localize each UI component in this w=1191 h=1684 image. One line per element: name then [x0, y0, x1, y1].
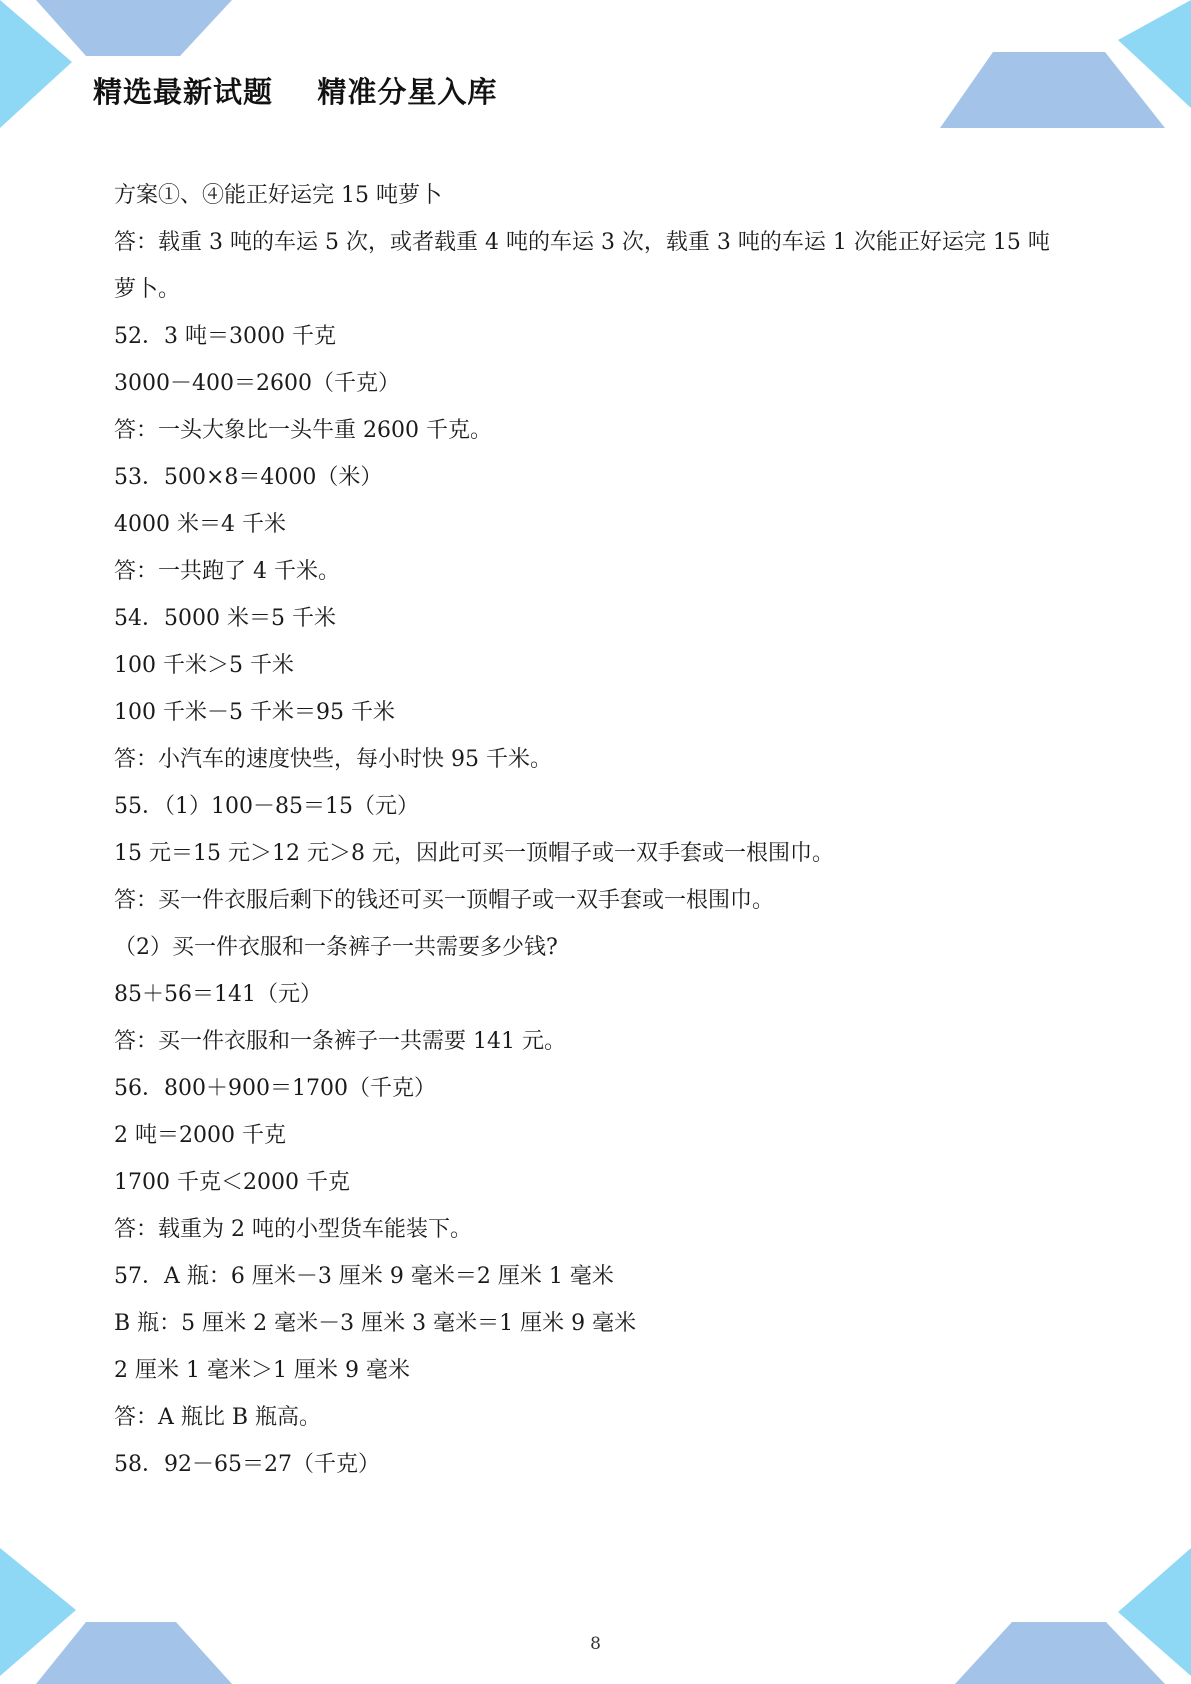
- text-line: 答：买一件衣服后剩下的钱还可买一顶帽子或一双手套或一根围巾。: [114, 888, 775, 913]
- corner-trapezoid-top-left: [36, 0, 232, 56]
- text-line: 4000 米＝4 千米: [114, 512, 286, 537]
- text-line: B 瓶：5 厘米 2 毫米－3 厘米 3 毫米＝1 厘米 9 毫米: [114, 1311, 637, 1336]
- text-line: 2 厘米 1 毫米＞1 厘米 9 毫米: [114, 1358, 410, 1383]
- header-title: 精选最新试题 精准分星入库: [93, 75, 498, 109]
- text-line: 1700 千克＜2000 千克: [114, 1170, 350, 1195]
- text-line: 答：一共跑了 4 千米。: [114, 559, 340, 584]
- text-line: 85＋56＝141（元）: [114, 982, 322, 1007]
- text-line: 100 千米－5 千米＝95 千米: [114, 700, 395, 725]
- page-number: 8: [590, 1634, 601, 1654]
- text-line: 萝卜。: [114, 277, 181, 302]
- text-line: （2）买一件衣服和一条裤子一共需要多少钱?: [114, 935, 558, 960]
- text-line: 3000－400＝2600（千克）: [114, 371, 400, 396]
- text-line: 答：载重为 2 吨的小型货车能装下。: [114, 1217, 472, 1242]
- text-line: 方案①、④能正好运完 15 吨萝卜: [114, 183, 442, 208]
- text-line: 2 吨＝2000 千克: [114, 1123, 286, 1148]
- document-body: [114, 172, 1094, 1488]
- text-line: 58．92－65＝27（千克）: [114, 1452, 380, 1477]
- corner-trapezoid-top-right: [940, 52, 1165, 128]
- text-line: 52．3 吨＝3000 千克: [114, 324, 336, 349]
- text-line: 57．A 瓶：6 厘米－3 厘米 9 毫米＝2 厘米 1 毫米: [114, 1264, 614, 1289]
- text-line: 55．（1）100－85＝15（元）: [114, 794, 419, 819]
- text-line: 答：A 瓶比 B 瓶高。: [114, 1405, 322, 1430]
- text-line: 54．5000 米＝5 千米: [114, 606, 336, 631]
- text-line: 答：买一件衣服和一条裤子一共需要 141 元。: [114, 1029, 566, 1054]
- text-line: 15 元＝15 元＞12 元＞8 元，因此可买一顶帽子或一双手套或一根围巾。: [114, 841, 834, 866]
- text-line: 答：一头大象比一头牛重 2600 千克。: [114, 418, 492, 443]
- text-line: 答：小汽车的速度快些，每小时快 95 千米。: [114, 747, 552, 772]
- text-line: 100 千米＞5 千米: [114, 653, 294, 678]
- text-line: 答：载重 3 吨的车运 5 次，或者载重 4 吨的车运 3 次，载重 3 吨的车运 1 次能正好运完 15 吨: [114, 230, 1050, 255]
- text-line: 53．500×8＝4000（米）: [114, 465, 383, 490]
- text-line: 56．800＋900＝1700（千克）: [114, 1076, 436, 1101]
